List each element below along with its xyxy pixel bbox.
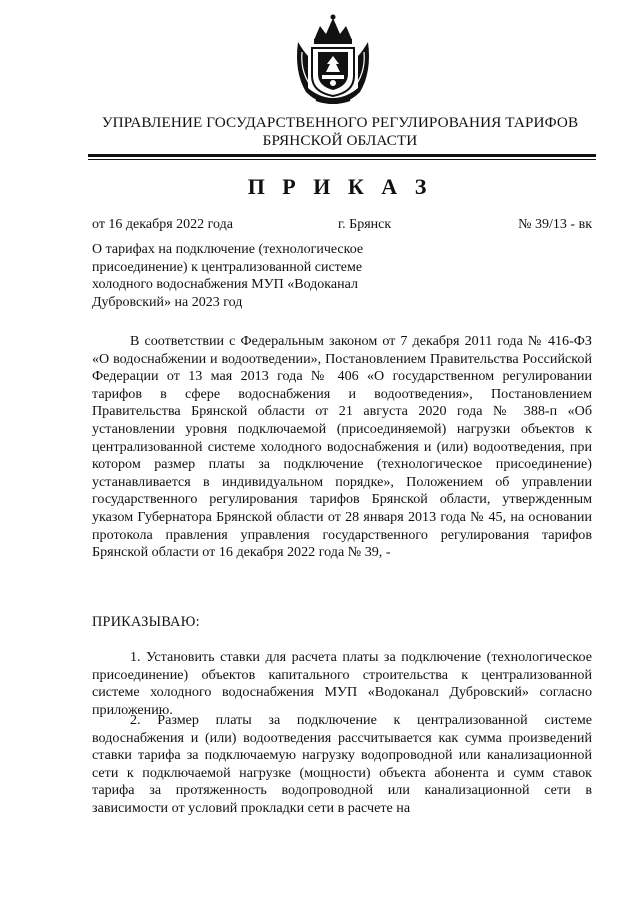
document-title: П Р И К А З: [247, 174, 433, 199]
header-rule-thin: [88, 159, 596, 160]
organization-name: [80, 114, 600, 150]
organization-line-1: УПРАВЛЕНИЕ ГОСУДАРСТВЕННОГО РЕГУЛИРОВАНИЯ ТАРИФОВ: [101, 114, 579, 131]
organization-line-2: БРЯНСКОЙ ОБЛАСТИ: [262, 132, 418, 149]
order-item-1: 1. Установить ставки для расчета платы за подключение (технологическое присоединение) объектов капитального строительства к централизованной системе холодного водоснабжения МУП «Водоканал Дубровский» согласно приложению.: [92, 649, 592, 718]
document-number: № 39/13 - вк: [518, 217, 592, 232]
document-city: г. Брянск: [338, 217, 392, 232]
preamble-paragraph: В соответствии с Федеральным законом от 7 декабря 2011 года № 416-ФЗ «О водоснабжении и водоотведении», Постановлением Правительства Российской Федерации от 13 мая 2013 года № 406 «О государственном регулировании тарифов в сфере водоснабжения и водоотведения», Постановлением Правительства Брянской области от 21 августа 2020 года № 388-п «Об установлении уровня подключаемой (присоединяемой) нагрузки объектов к централизованной системе холодного водоснабжения и (или) водоотведения, при котором размер платы за подключение (технологическое присоединение) устанавливается в индивидуальном порядке», Положением об управлении государственного регулирования тарифов Брянской области, утвержденным указом Губернатора Брянской области от 28 января 2013 года № 45, на основании протокола правления управления государственного регулирования тарифов Брянской области от 16 декабря 2022 года № 39, -: [92, 333, 592, 561]
order-word: ПРИКАЗЫВАЮ:: [92, 614, 200, 630]
bryansk-coat-of-arms-icon: [292, 12, 374, 106]
document-date: от 16 декабря 2022 года: [92, 217, 233, 232]
document-subject: О тарифах на подключение (технологическое присоединение) к централизованной системе холодного водоснабжения МУП «Водоканал Дубровский» на 2023 год: [92, 242, 364, 310]
order-item-2: 2. Размер платы за подключение к централизованной системе водоснабжения и (или) водоотведения рассчитывается как сумма произведений ставки тарифа за подключаемую нагрузку водопроводной или канализационной сети к подключаемой нагрузке (мощности) объекта абонента и сумм ставок тарифа за протяженность водопроводной или канализационной сети в зависимости от условий прокладки сети в расчете на: [92, 712, 592, 816]
header-rule-thick: [88, 154, 596, 157]
